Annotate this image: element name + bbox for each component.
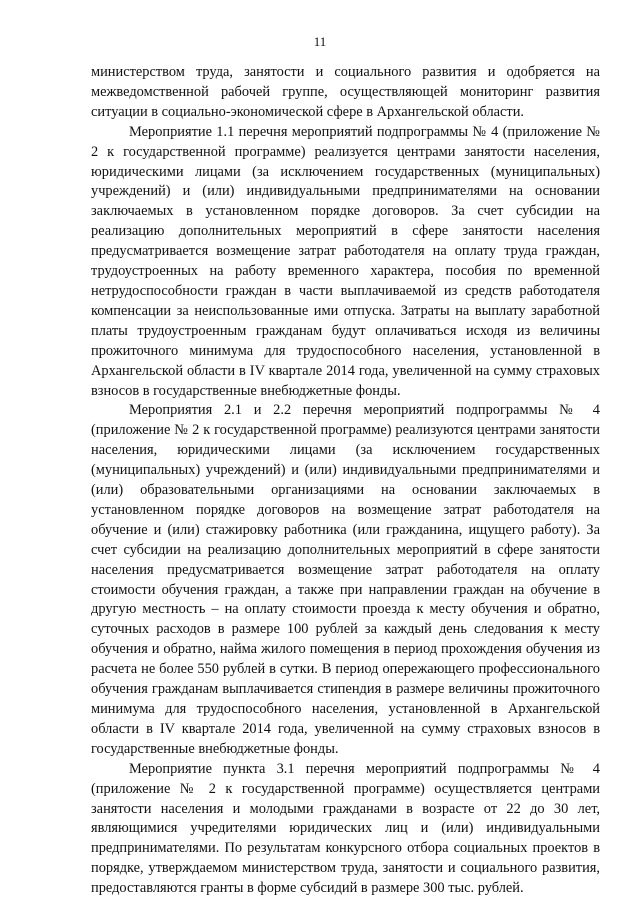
paragraph-measures-2-1-2-2: Мероприятия 2.1 и 2.2 перечня мероприятий подпрограммы № 4 (приложение № 2 к государственной программе) реализуются центрами занятости населения, юридическими лицами (за исключением государственных (муниципальных) учреждений) и (или) индивидуальными предпринимателями и (или) образовательными организациями на основании заключаемых в установленном порядке договоров на возмещение затрат работодателя на обучение и (или) стажировку работника (или гражданина, ищущего работу). За счет субсидии на реализацию дополнительных мероприятий в сфере занятости населения предусматривается возмещение затрат работодателя на оплату стоимости обучения граждан, а также при направлении граждан на обучение в другую местность – на оплату стоимости проезда к месту обучения и обратно, суточных расходов в размере 100 рублей за каждый день следования к месту обучения и обратно, найма жилого помещения в период прохождения обучения из расчета не более 550 рублей в сутки. В период опережающего профессионального обучения гражданам выплачивается стипендия в размере величины прожиточного минимума для трудоспособного населения, установленной в Архангельской области в IV квартале 2014 года, увеличенной на сумму страховых взносов в государственные внебюджетные фонды. [91,402,600,757]
paragraph-measure-3-1: Мероприятие пункта 3.1 перечня мероприятий подпрограммы № 4 (приложение № 2 к государственной программе) осуществляется центрами занятости населения и молодыми гражданами в возрасте от 22 до 30 лет, являющимися учредителями юридических лиц и (или) индивидуальными предпринимателями. По результатам конкурсного отбора социальных проектов в порядке, утверждаемом министерством труда, занятости и социального развития, предоставляются гранты в форме субсидий в размере 300 тыс. рублей. [91,760,600,897]
paragraph-continuation: министерством труда, занятости и социального развития и одобряется на межведомственной рабочей группе, осуществляющей мониторинг развития ситуации в социально-экономической сфере в Архангельской области. [91,64,600,120]
page-number: 11 [313,34,327,49]
paragraph-measure-1-1: Мероприятие 1.1 перечня мероприятий подпрограммы № 4 (приложение № 2 к государственной программе) реализуется центрами занятости населения, юридическими лицами (за исключением государственных (муниципальных) учреждений) и (или) индивидуальными предпринимателями на основании заключаемых в установленном порядке договоров. За счет субсидии на реализацию дополнительных мероприятий в сфере занятости населения предусматривается возмещение затрат работодателя на оплату труда граждан, трудоустроенных на работу временного характера, пособия по временной нетрудоспособности граждан в части выплачиваемой из средств работодателя компенсации за неиспользованные ими отпуска. Затраты на выплату заработной платы трудоустроенным гражданам будут оплачиваться исходя из величины прожиточного минимума для трудоспособного населения, установленной в Архангельской области в IV квартале 2014 года, увеличенной на сумму страховых взносов в государственные внебюджетные фонды. [91,123,600,399]
document-body [91,63,600,899]
